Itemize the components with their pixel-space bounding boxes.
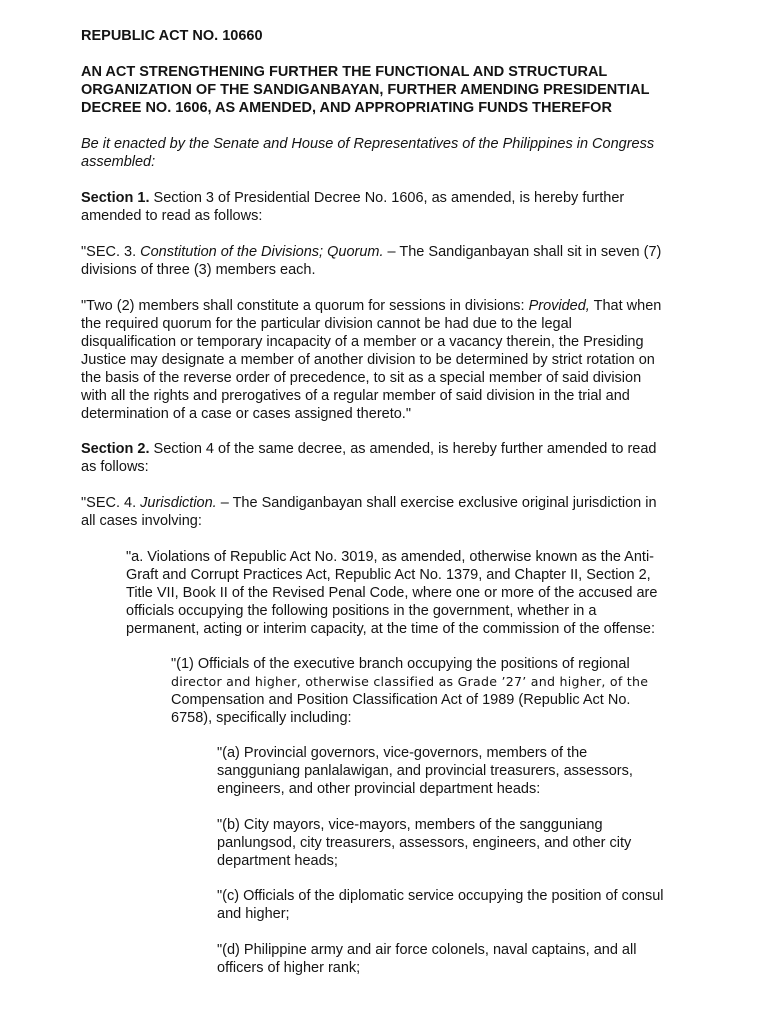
act-number: REPUBLIC ACT NO. 10660 [81, 28, 263, 44]
section-2-paragraph: Section 2. Section 4 of the same decree, as amended, is hereby further amended to read as follows: [81, 441, 657, 475]
item-c-paragraph: "(c) Officials of the diplomatic service occupying the position of consul and higher; [217, 888, 664, 922]
item-a-paragraph: "(a) Provincial governors, vice-governors, members of the sangguniang panlalawigan, and provincial treasurers, assessors, engineers, and other provincial department heads: [217, 745, 633, 797]
act-title-line: DECREE NO. 1606, AS AMENDED, AND APPROPRIATING FUNDS THEREFOR [81, 100, 612, 116]
section-1-paragraph: Section 1. Section 3 of Presidential Decree No. 1606, as amended, is hereby further amended to read as follows: [81, 190, 625, 224]
section-2-heading: Section 2. [81, 441, 150, 457]
sec-3-caption: Constitution of the Divisions; Quorum. [140, 244, 384, 260]
quorum-paragraph: "Two (2) members shall constitute a quorum for sessions in divisions: Provided, That when the required quorum for the particular division cannot be had due to the legal disqualification or temporary incapacity of a member or a vacancy therein, the Presiding Justice may designate a member of another division to be determined by strict rotation on the basis of the reverse order of precedence, to sit as a special member of said division with all the rights and prerogatives of a regular member of said division in the trial and determination of a case or cases assigned thereto." [81, 298, 662, 422]
item-d-paragraph: "(d) Philippine army and air force colonels, naval captains, and all officers of higher rank; [217, 942, 637, 976]
item-b-paragraph: "(b) City mayors, vice-mayors, members of the sangguniang panlungsod, city treasurers, assessors, engineers, and other city department heads; [217, 817, 632, 869]
paragraph-a: "a. Violations of Republic Act No. 3019, as amended, otherwise known as the Anti- Graft and Corrupt Practices Act, Republic Act No. 1379, and Chapter II, Section 2, Title VII, Book II of the Revised Penal Code, where one or more of the accused are officials occupying the following positions in the government, whether in a permanent, acting or interim capacity, at the time of the commission of the offense: [126, 549, 658, 637]
sec-3-paragraph: "SEC. 3. Constitution of the Divisions; Quorum. – The Sandiganbayan shall sit in seven (7) divisions of three (3) members each. [81, 244, 662, 278]
act-title-line: ORGANIZATION OF THE SANDIGANBAYAN, FURTHER AMENDING PRESIDENTIAL [81, 82, 650, 98]
act-title-line: AN ACT STRENGTHENING FURTHER THE FUNCTIONAL AND STRUCTURAL [81, 64, 608, 80]
provided-term: Provided, [528, 298, 590, 314]
section-1-heading: Section 1. [81, 190, 150, 206]
sec-4-caption: Jurisdiction. [140, 495, 217, 511]
item-1-paragraph: "(1) Officials of the executive branch occupying the positions of regional director and higher, otherwise classified as Grade ’27’ and higher, of the Compensation and Position Classification Act of 1989 (Republic Act No. 6758), specifically including: [171, 656, 649, 726]
enacting-clause: Be it enacted by the Senate and House of Representatives of the Philippines in Congress assembled: [81, 136, 655, 170]
act-title [81, 63, 649, 117]
sec-4-paragraph: "SEC. 4. Jurisdiction. – The Sandiganbayan shall exercise exclusive original jurisdiction in all cases involving: [81, 495, 657, 529]
